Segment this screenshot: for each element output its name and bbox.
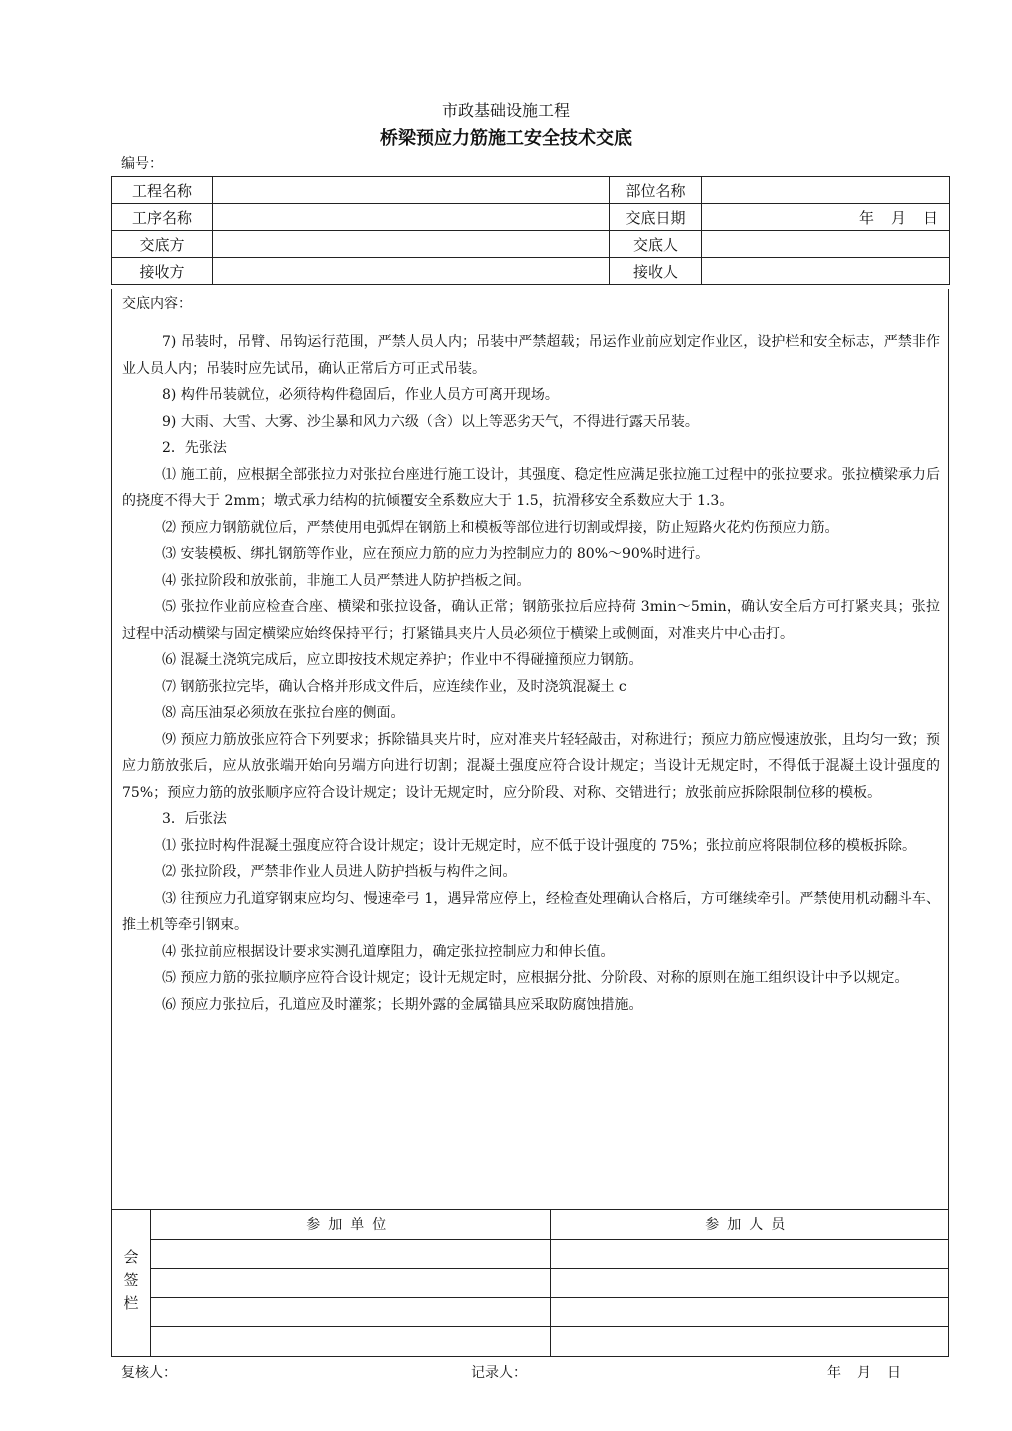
info-row-receiver xyxy=(112,258,950,285)
paragraph: ⑹ 预应力张拉后，孔道应及时灌浆；长期外露的金属锚具应采取防腐蚀措施。 xyxy=(162,996,643,1013)
paragraph: 7) 吊装时，吊臂、吊钩运行范围，严禁人员人内；吊装中严禁超载；吊运作业前应划定作业区，设护栏和安全标志，严禁非作业人员人内；吊装时应先试吊，确认正常后方可正式吊装。 xyxy=(122,334,940,377)
info-row-giver xyxy=(112,231,950,258)
part-name-label: 部位名称 xyxy=(610,177,702,204)
info-row-process xyxy=(112,204,950,231)
person-cell[interactable] xyxy=(550,1239,948,1268)
footer-date: 年 月 日 xyxy=(827,1365,902,1381)
unit-cell[interactable] xyxy=(151,1239,550,1268)
paragraph: ⑸ 张拉作业前应检查合座、横梁和张拉设备，确认正常；钢筋张拉后应持荷 3min～5min，确认安全后方可打紧夹具；张拉过程中活动横梁与固定横梁应始终保持平行；打紧锚具夹片人员必须位于横梁上或侧面，对准夹片中心击打。 xyxy=(122,599,940,642)
info-table xyxy=(111,176,950,285)
signature-row xyxy=(151,1268,948,1297)
receiver-person-field[interactable] xyxy=(702,258,950,285)
person-cell[interactable] xyxy=(550,1297,948,1326)
process-name-label: 工序名称 xyxy=(112,204,213,231)
project-name-label: 工程名称 xyxy=(112,177,213,204)
date-field[interactable]: 年 月 日 xyxy=(702,204,950,231)
signature-table xyxy=(151,1210,948,1356)
part-name-field[interactable] xyxy=(702,177,950,204)
signature-side-label xyxy=(112,1210,151,1356)
paragraph: ⑸ 预应力筋的张拉顺序应符合设计规定；设计无规定时，应根据分批、分阶段、对称的原则在施工组织设计中予以规定。 xyxy=(162,970,909,986)
reviewer-label: 复核人： xyxy=(121,1365,177,1381)
paragraph: ⑺ 钢筋张拉完毕，确认合格并形成文件后，应连续作业，及时浇筑混凝土 c xyxy=(162,678,627,695)
signature-section xyxy=(111,1209,949,1357)
paragraph: 8) 构件吊装就位，必须待构件稳固后，作业人员方可离开现场。 xyxy=(162,387,559,403)
recorder-label: 记录人： xyxy=(471,1365,527,1381)
signature-row xyxy=(151,1297,948,1326)
signature-side-text: 会签栏 xyxy=(121,1248,140,1318)
person-cell[interactable] xyxy=(550,1326,948,1356)
content-section xyxy=(111,289,949,1209)
paragraph: ⑻ 高压油泵必须放在张拉台座的侧面。 xyxy=(162,705,405,721)
unit-cell[interactable] xyxy=(151,1268,550,1297)
paragraph: ⑹ 混凝土浇筑完成后，应立即按技术规定养护；作业中不得碰撞预应力钢筋。 xyxy=(162,652,643,668)
signature-header-row xyxy=(151,1210,948,1239)
paragraph: 9) 大雨、大雪、大雾、沙尘暴和风力六级（含）以上等恶劣天气，不得进行露天吊装。 xyxy=(162,413,699,430)
info-row-project xyxy=(112,177,950,204)
project-name-field[interactable] xyxy=(213,177,610,204)
paragraph: ⑶ 安装模板、绑扎钢筋等作业，应在预应力筋的应力为控制应力的 80%～90%时进行。 xyxy=(162,546,710,562)
content-body xyxy=(122,329,940,1018)
paragraph: ⑴ 张拉时构件混凝土强度应符合设计规定；设计无规定时，应不低于设计强度的 75%；张拉前应将限制位移的模板拆除。 xyxy=(162,837,917,854)
content-label: 交底内容： xyxy=(122,296,192,312)
participating-unit-header: 参加单位 xyxy=(151,1210,550,1239)
unit-cell[interactable] xyxy=(151,1297,550,1326)
paragraph: ⑵ 预应力钢筋就位后，严禁使用电弧焊在钢筋上和模板等部位进行切割或焊接，防止短路火花灼伤预应力筋。 xyxy=(162,519,839,536)
giver-person-field[interactable] xyxy=(702,231,950,258)
paragraph: ⑷ 张拉前应根据设计要求实测孔道摩阻力，确定张拉控制应力和伸长值。 xyxy=(162,943,615,960)
document-subtitle: 市政基础设施工程 xyxy=(441,101,570,120)
section-heading: 3．后张法 xyxy=(162,811,227,827)
doc-number-label: 编号： xyxy=(121,156,163,172)
person-cell[interactable] xyxy=(550,1268,948,1297)
unit-cell[interactable] xyxy=(151,1326,550,1356)
process-name-field[interactable] xyxy=(213,204,610,231)
paragraph: ⑴ 施工前，应根据全部张拉力对张拉台座进行施工设计，其强度、稳定性应满足张拉施工过程中的张拉要求。张拉横梁承力后的挠度不得大于 2mm；墩式承力结构的抗倾覆安全系数应大于 1.5，抗滑移安全系数应大于 1.3。 xyxy=(122,466,940,509)
receiver-party-label: 接收方 xyxy=(112,258,213,285)
document-title: 桥梁预应力筋施工安全技术交底 xyxy=(380,128,632,149)
paragraph: ⑵ 张拉阶段，严禁非作业人员进人防护挡板与构件之间。 xyxy=(162,864,517,880)
signature-row xyxy=(151,1326,948,1356)
giver-party-label: 交底方 xyxy=(112,231,213,258)
date-label: 交底日期 xyxy=(610,204,702,231)
participating-person-header: 参加人员 xyxy=(550,1210,948,1239)
signature-row xyxy=(151,1239,948,1268)
paragraph: ⑶ 往预应力孔道穿钢束应均匀、慢速牵弓 1，遇异常应停上，经检查处理确认合格后，方可继续牵引。严禁使用机动翻斗车、推土机等牵引钢束。 xyxy=(122,890,940,933)
paragraph: ⑼ 预应力筋放张应符合下列要求；拆除锚具夹片时，应对准夹片轻轻敲击，对称进行；预应力筋应慢速放张，且均匀一致；预应力筋放张后，应从放张端开始向另端方向进行切割；混凝土强度应符合设计规定；当设计无规定时，不得低于混凝土设计强度的 75%；预应力筋的放张顺序应符合设计规定；设计无规定时，应分阶段、对称、交错进行；放张前应拆除限制位移的模板。 xyxy=(122,731,940,801)
giver-person-label: 交底人 xyxy=(610,231,702,258)
receiver-person-label: 接收人 xyxy=(610,258,702,285)
section-heading: 2．先张法 xyxy=(162,440,227,456)
receiver-party-field[interactable] xyxy=(213,258,610,285)
giver-party-field[interactable] xyxy=(213,231,610,258)
paragraph: ⑷ 张拉阶段和放张前，非施工人员严禁进人防护挡板之间。 xyxy=(162,572,531,589)
